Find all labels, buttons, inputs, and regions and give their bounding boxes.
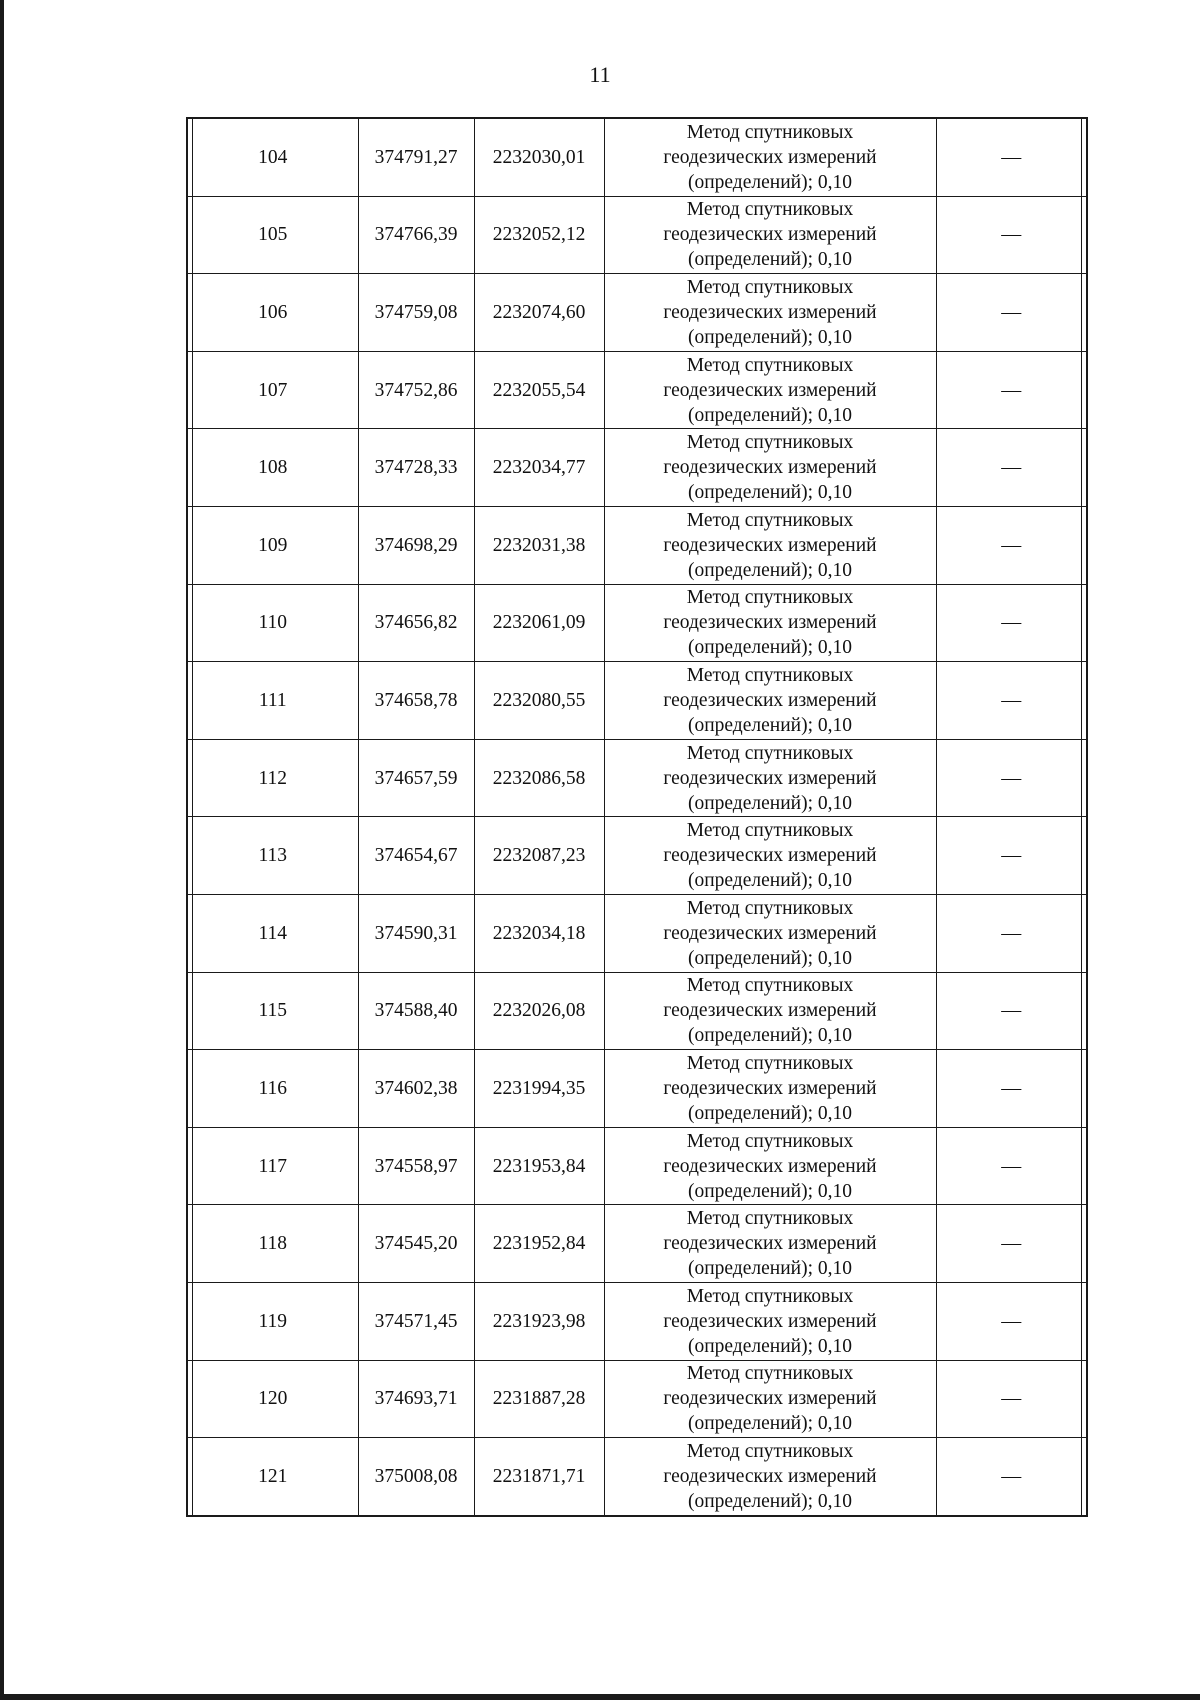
table-row (188, 739, 1086, 817)
y-coordinate-text: 2232030,01 (492, 146, 586, 168)
y-coordinate-cell (474, 119, 604, 196)
dash-text: — (1001, 999, 1022, 1022)
table-row (188, 1282, 1086, 1360)
point-number-cell (188, 196, 358, 274)
point-number-text: 104 (258, 146, 288, 168)
point-number-text: 115 (258, 1000, 288, 1022)
dash-cell (936, 739, 1086, 817)
coordinates-table (188, 119, 1086, 1515)
dash-cell (936, 662, 1086, 740)
method-cell (604, 1438, 936, 1515)
point-number-text: 110 (258, 612, 288, 634)
dash-text: — (1001, 300, 1022, 323)
method-text: Метод спутниковых геодезических измерений (определений); 0,10 (663, 121, 877, 193)
y-coordinate-cell (474, 894, 604, 972)
x-coordinate-cell (358, 584, 474, 662)
y-coordinate-text: 2231923,98 (492, 1310, 586, 1332)
x-coordinate-text: 374658,78 (374, 689, 458, 711)
page-number: 11 (589, 62, 611, 87)
method-text: Метод спутниковых геодезических измерений (определений); 0,10 (663, 897, 877, 969)
point-number-cell (188, 274, 358, 352)
x-coordinate-text: 374728,33 (374, 457, 458, 479)
dash-cell (936, 119, 1086, 196)
y-coordinate-text: 2232034,18 (492, 922, 586, 944)
x-coordinate-text: 374590,31 (374, 922, 458, 944)
y-coordinate-cell (474, 817, 604, 895)
y-coordinate-text: 2232074,60 (492, 301, 586, 323)
x-coordinate-text: 374693,71 (374, 1388, 458, 1410)
dash-text: — (1001, 1154, 1022, 1177)
y-coordinate-cell (474, 662, 604, 740)
table-row (188, 119, 1086, 196)
dash-cell (936, 1360, 1086, 1438)
y-coordinate-cell (474, 1205, 604, 1283)
x-coordinate-text: 374657,59 (374, 767, 458, 789)
point-number-cell (188, 1127, 358, 1205)
table-row (188, 584, 1086, 662)
method-cell (604, 274, 936, 352)
method-cell (604, 429, 936, 507)
point-number-text: 117 (258, 1155, 288, 1177)
x-coordinate-cell (358, 1205, 474, 1283)
y-coordinate-text: 2232055,54 (492, 379, 586, 401)
point-number-cell (188, 972, 358, 1050)
method-cell (604, 584, 936, 662)
y-coordinate-cell (474, 1438, 604, 1515)
scan-edge-left (0, 0, 4, 1700)
coordinates-table-frame (186, 117, 1088, 1517)
x-coordinate-cell (358, 739, 474, 817)
x-coordinate-cell (358, 119, 474, 196)
x-coordinate-text: 375008,08 (374, 1465, 458, 1487)
y-coordinate-cell (474, 351, 604, 429)
y-coordinate-cell (474, 429, 604, 507)
y-coordinate-cell (474, 1127, 604, 1205)
coordinates-table-body (188, 119, 1086, 1515)
dash-cell (936, 1050, 1086, 1128)
method-text: Метод спутниковых геодезических измерений (определений); 0,10 (663, 1208, 877, 1280)
dash-text: — (1001, 1387, 1022, 1410)
point-number-text: 111 (258, 689, 287, 711)
table-row (188, 972, 1086, 1050)
table-row (188, 274, 1086, 352)
method-cell (604, 1050, 936, 1128)
x-coordinate-cell (358, 1282, 474, 1360)
y-coordinate-text: 2232061,09 (492, 612, 586, 634)
point-number-cell (188, 119, 358, 196)
method-text: Метод спутниковых геодезических измерений (определений); 0,10 (663, 742, 877, 814)
point-number-text: 109 (258, 534, 288, 556)
y-coordinate-text: 2231953,84 (492, 1155, 586, 1177)
x-coordinate-text: 374656,82 (374, 612, 458, 634)
x-coordinate-cell (358, 351, 474, 429)
x-coordinate-cell (358, 1360, 474, 1438)
y-coordinate-text: 2232026,08 (492, 1000, 586, 1022)
dash-text: — (1001, 378, 1022, 401)
y-coordinate-text: 2232052,12 (492, 224, 586, 246)
y-coordinate-cell (474, 196, 604, 274)
y-coordinate-text: 2232087,23 (492, 845, 586, 867)
method-text: Метод спутниковых геодезических измерений (определений); 0,10 (663, 1285, 877, 1357)
method-text: Метод спутниковых геодезических измерений (определений); 0,10 (663, 1363, 877, 1435)
y-coordinate-text: 2232031,38 (492, 534, 586, 556)
dash-cell (936, 1127, 1086, 1205)
x-coordinate-cell (358, 817, 474, 895)
x-coordinate-cell (358, 894, 474, 972)
method-text: Метод спутниковых геодезических измерений (определений); 0,10 (663, 276, 877, 348)
dash-text: — (1001, 223, 1022, 246)
point-number-cell (188, 817, 358, 895)
table-double-border-left (192, 119, 193, 1515)
table-row (188, 1438, 1086, 1515)
table-row (188, 894, 1086, 972)
y-coordinate-text: 2231871,71 (492, 1465, 586, 1487)
method-cell (604, 1282, 936, 1360)
dash-text: — (1001, 1232, 1022, 1255)
point-number-text: 118 (258, 1233, 288, 1255)
x-coordinate-cell (358, 1127, 474, 1205)
dash-text: — (1001, 611, 1022, 634)
table-row (188, 817, 1086, 895)
point-number-text: 121 (258, 1465, 288, 1487)
method-text: Метод спутниковых геодезических измерений (определений); 0,10 (663, 975, 877, 1047)
y-coordinate-cell (474, 1050, 604, 1128)
point-number-text: 112 (258, 767, 288, 789)
dash-text: — (1001, 145, 1022, 168)
x-coordinate-text: 374791,27 (374, 146, 458, 168)
point-number-text: 107 (258, 379, 288, 401)
point-number-cell (188, 1438, 358, 1515)
dash-text: — (1001, 766, 1022, 789)
dash-cell (936, 972, 1086, 1050)
dash-cell (936, 1205, 1086, 1283)
dash-cell (936, 506, 1086, 584)
dash-cell (936, 429, 1086, 507)
table-row (188, 429, 1086, 507)
table-row (188, 1360, 1086, 1438)
method-text: Метод спутниковых геодезических измерений (определений); 0,10 (663, 1052, 877, 1124)
method-text: Метод спутниковых геодезических измерений (определений); 0,10 (663, 354, 877, 426)
dash-cell (936, 1282, 1086, 1360)
dash-cell (936, 1438, 1086, 1515)
table-double-border-right (1081, 119, 1082, 1515)
method-text: Метод спутниковых геодезических измерений (определений); 0,10 (663, 664, 877, 736)
method-text: Метод спутниковых геодезических измерений (определений); 0,10 (663, 1440, 877, 1512)
dash-text: — (1001, 844, 1022, 867)
y-coordinate-text: 2231994,35 (492, 1077, 586, 1099)
dash-text: — (1001, 921, 1022, 944)
method-text: Метод спутниковых геодезических измерений (определений); 0,10 (663, 587, 877, 659)
x-coordinate-cell (358, 429, 474, 507)
point-number-text: 113 (258, 845, 288, 867)
method-cell (604, 817, 936, 895)
point-number-cell (188, 429, 358, 507)
method-text: Метод спутниковых геодезических измерений (определений); 0,10 (663, 199, 877, 271)
point-number-text: 114 (258, 922, 288, 944)
y-coordinate-cell (474, 972, 604, 1050)
method-cell (604, 119, 936, 196)
point-number-cell (188, 1050, 358, 1128)
method-cell (604, 1360, 936, 1438)
dash-cell (936, 274, 1086, 352)
x-coordinate-cell (358, 662, 474, 740)
method-cell (604, 351, 936, 429)
point-number-text: 105 (258, 224, 288, 246)
dash-cell (936, 351, 1086, 429)
method-text: Метод спутниковых геодезических измерений (определений); 0,10 (663, 432, 877, 504)
method-cell (604, 972, 936, 1050)
x-coordinate-cell (358, 1050, 474, 1128)
x-coordinate-text: 374759,08 (374, 301, 458, 323)
point-number-cell (188, 739, 358, 817)
x-coordinate-text: 374558,97 (374, 1155, 458, 1177)
table-row (188, 1127, 1086, 1205)
point-number-cell (188, 351, 358, 429)
point-number-cell (188, 1205, 358, 1283)
table-row (188, 506, 1086, 584)
point-number-cell (188, 1282, 358, 1360)
method-text: Метод спутниковых геодезических измерений (определений); 0,10 (663, 509, 877, 581)
method-cell (604, 1127, 936, 1205)
x-coordinate-text: 374766,39 (374, 224, 458, 246)
point-number-cell (188, 662, 358, 740)
dash-text: — (1001, 1076, 1022, 1099)
y-coordinate-cell (474, 1360, 604, 1438)
x-coordinate-text: 374752,86 (374, 379, 458, 401)
method-cell (604, 739, 936, 817)
y-coordinate-text: 2231952,84 (492, 1233, 586, 1255)
y-coordinate-text: 2232034,77 (492, 457, 586, 479)
y-coordinate-cell (474, 739, 604, 817)
scan-edge-bottom (0, 1694, 1200, 1700)
method-cell (604, 1205, 936, 1283)
x-coordinate-cell (358, 972, 474, 1050)
point-number-cell (188, 1360, 358, 1438)
dash-text: — (1001, 1464, 1022, 1487)
point-number-cell (188, 584, 358, 662)
y-coordinate-text: 2232080,55 (492, 689, 586, 711)
table-row (188, 196, 1086, 274)
y-coordinate-cell (474, 506, 604, 584)
point-number-cell (188, 894, 358, 972)
y-coordinate-text: 2231887,28 (492, 1388, 586, 1410)
y-coordinate-cell (474, 274, 604, 352)
dash-text: — (1001, 688, 1022, 711)
dash-cell (936, 196, 1086, 274)
method-text: Метод спутниковых геодезических измерений (определений); 0,10 (663, 1130, 877, 1202)
x-coordinate-text: 374571,45 (374, 1310, 458, 1332)
point-number-cell (188, 506, 358, 584)
point-number-text: 120 (258, 1388, 288, 1410)
point-number-text: 106 (258, 301, 288, 323)
point-number-text: 116 (258, 1077, 288, 1099)
x-coordinate-text: 374698,29 (374, 534, 458, 556)
dash-cell (936, 817, 1086, 895)
x-coordinate-cell (358, 1438, 474, 1515)
method-cell (604, 894, 936, 972)
x-coordinate-text: 374545,20 (374, 1233, 458, 1255)
table-row (188, 351, 1086, 429)
method-cell (604, 196, 936, 274)
table-row (188, 1205, 1086, 1283)
x-coordinate-cell (358, 506, 474, 584)
x-coordinate-text: 374654,67 (374, 845, 458, 867)
dash-text: — (1001, 1309, 1022, 1332)
x-coordinate-text: 374602,38 (374, 1077, 458, 1099)
method-cell (604, 662, 936, 740)
table-row (188, 1050, 1086, 1128)
x-coordinate-cell (358, 274, 474, 352)
y-coordinate-text: 2232086,58 (492, 767, 586, 789)
x-coordinate-text: 374588,40 (374, 1000, 458, 1022)
method-cell (604, 506, 936, 584)
method-text: Метод спутниковых геодезических измерений (определений); 0,10 (663, 820, 877, 892)
dash-cell (936, 894, 1086, 972)
dash-cell (936, 584, 1086, 662)
point-number-text: 108 (258, 457, 288, 479)
dash-text: — (1001, 456, 1022, 479)
table-row (188, 662, 1086, 740)
y-coordinate-cell (474, 1282, 604, 1360)
point-number-text: 119 (258, 1310, 288, 1332)
dash-text: — (1001, 533, 1022, 556)
y-coordinate-cell (474, 584, 604, 662)
x-coordinate-cell (358, 196, 474, 274)
